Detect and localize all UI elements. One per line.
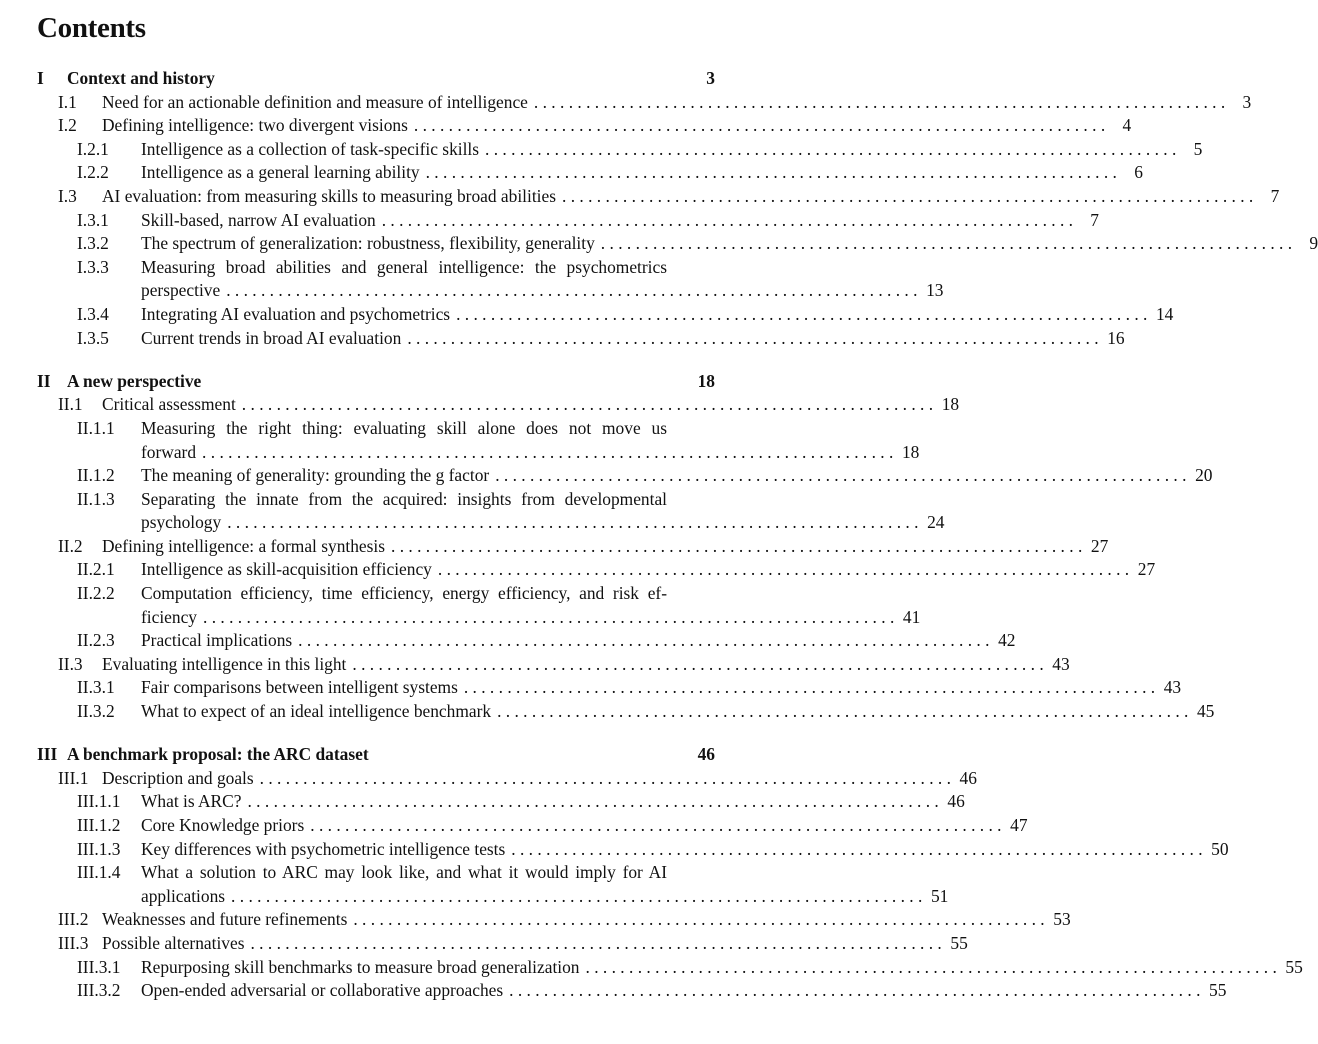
section-number: III.2 <box>58 909 89 930</box>
toc-section[interactable] <box>0 185 1280 209</box>
section-number: I.3.2 <box>77 233 109 254</box>
dot-leader: . . . . . . . . . . . . . . . . . . . . . . . . . . . . . . . . . . . . . . . . . . . . . . . . . . . . . . . . . . . . . . . . . . . . . . . . . . . . . . . . <box>562 185 1254 206</box>
toc-section[interactable] <box>0 653 1070 677</box>
page-number: 18 <box>697 370 715 391</box>
entry-title-line <box>141 558 1156 582</box>
entry-title-line <box>141 790 965 814</box>
part-number: III <box>37 744 58 765</box>
toc-section[interactable] <box>0 91 1252 115</box>
entry-body <box>141 676 1182 700</box>
entry-title-line: Measuring the right thing: evaluating skill alone does not move us <box>141 417 667 438</box>
entry-body <box>141 558 1156 582</box>
entry-title-line: What a solution to ARC may look like, and what it would imply for AI <box>141 862 667 883</box>
entry-body <box>141 256 944 303</box>
dot-leader: . . . . . . . . . . . . . . . . . . . . . . . . . . . . . . . . . . . . . . . . . . . . . . . . . . . . . . . . . . . . . . . . . . . . . . . . . . . . . . . . <box>250 932 942 953</box>
entry-title: Integrating AI evaluation and psychometrics <box>141 303 451 324</box>
page-number: 41 <box>902 606 921 627</box>
entry-body <box>141 303 1174 327</box>
section-number: II.1.2 <box>77 465 115 486</box>
toc-section[interactable] <box>0 535 1109 559</box>
toc-subsection[interactable] <box>0 417 920 464</box>
entry-body <box>102 908 1071 932</box>
section-number: III.1.1 <box>77 791 121 812</box>
toc-section[interactable] <box>0 932 968 956</box>
page-number: 43 <box>1052 653 1070 674</box>
entry-title: Open-ended adversarial or collaborative approaches <box>141 980 504 1001</box>
entry-body <box>141 838 1229 862</box>
entry-title-line <box>141 814 1028 838</box>
section-number: I.2 <box>58 115 77 136</box>
dot-leader: . . . . . . . . . . . . . . . . . . . . . . . . . . . . . . . . . . . . . . . . . . . . . . . . . . . . . . . . . . . . . . . . . . . . . . . . . . . . . . . . <box>509 980 1201 1001</box>
toc-subsection[interactable] <box>0 956 1303 980</box>
entry-body <box>102 185 1280 209</box>
toc-subsection[interactable] <box>0 209 1099 233</box>
entry-title: Intelligence as skill-acquisition efficiency <box>141 559 432 580</box>
part-title: A new perspective <box>67 370 202 391</box>
entry-body <box>141 582 921 629</box>
toc-subsection[interactable] <box>0 629 1016 653</box>
page-number: 24 <box>927 512 945 533</box>
entry-title: Repurposing skill benchmarks to measure broad generalization <box>141 956 580 977</box>
entry-title: Description and goals <box>102 767 254 788</box>
section-number: III.1.4 <box>77 862 121 883</box>
entry-body <box>141 700 1215 724</box>
section-number: III.1 <box>58 767 89 788</box>
entry-body <box>141 814 1028 838</box>
section-number: II.1 <box>58 394 83 415</box>
entry-title: What is ARC? <box>141 791 242 812</box>
entry-body <box>141 161 1143 185</box>
section-number: II.3.1 <box>77 677 115 698</box>
entry-title-line <box>102 185 1280 209</box>
entry-title-line <box>141 676 1182 700</box>
page-number: 14 <box>1155 303 1174 324</box>
toc-section[interactable] <box>0 767 977 791</box>
entry-title: Evaluating intelligence in this light <box>102 653 347 674</box>
entry-title: applications <box>141 885 226 906</box>
entry-title-line <box>102 908 1071 932</box>
section-number: III.3 <box>58 932 89 953</box>
section-number: II.2.1 <box>77 559 115 580</box>
toc-part-heading[interactable] <box>0 370 750 394</box>
dot-leader: . . . . . . . . . . . . . . . . . . . . . . . . . . . . . . . . . . . . . . . . . . . . . . . . . . . . . . . . . . . . . . . . . . . . . . . . . . . . . . . . <box>533 91 1226 112</box>
entry-body <box>102 535 1109 559</box>
page-number: 50 <box>1211 838 1229 859</box>
dot-leader: . . . . . . . . . . . . . . . . . . . . . . . . . . . . . . . . . . . . . . . . . . . . . . . . . . . . . . . . . . . . . . . . . . . . . . . . . . . . . . . . <box>585 956 1277 977</box>
section-number: II.3 <box>58 653 83 674</box>
entry-title-line: Measuring broad abilities and general intelligence: the psychometrics <box>141 256 667 277</box>
entry-title: The meaning of generality: grounding the g factor <box>141 465 490 486</box>
entry-title-line <box>102 91 1252 115</box>
toc-section[interactable] <box>0 114 1132 138</box>
entry-title: What to expect of an ideal intelligence benchmark <box>141 701 492 722</box>
dot-leader: . . . . . . . . . . . . . . . . . . . . . . . . . . . . . . . . . . . . . . . . . . . . . . . . . . . . . . . . . . . . . . . . . . . . . . . . . . . . . . . . <box>247 791 939 812</box>
section-number: II.1.3 <box>77 488 115 509</box>
entry-title: Skill-based, narrow AI evaluation <box>141 209 376 230</box>
entry-title-line <box>141 700 1215 724</box>
entry-body <box>141 464 1213 488</box>
entry-title: psychology <box>141 512 222 533</box>
dot-leader: . . . . . . . . . . . . . . . . . . . . . . . . . . . . . . . . . . . . . . . . . . . . . . . . . . . . . . . . . . . . . . . . . . . . . . . . . . . . . . . . <box>241 394 934 415</box>
section-number: III.3.1 <box>77 956 121 977</box>
section-number: I.2.1 <box>77 138 109 159</box>
entry-title: forward <box>141 441 197 462</box>
entry-title-line <box>141 979 1227 1003</box>
entry-title: perspective <box>141 280 221 301</box>
toc-subsection[interactable] <box>0 232 1318 256</box>
toc-subsection[interactable] <box>0 303 1174 327</box>
page-number: 55 <box>1285 956 1303 977</box>
dot-leader: . . . . . . . . . . . . . . . . . . . . . . . . . . . . . . . . . . . . . . . . . . . . . . . . . . . . . . . . . . . . . . . . . . . . . . . . . . . . . . . . <box>310 815 1002 835</box>
entry-title: Fair comparisons between intelligent systems <box>141 677 458 698</box>
dot-leader: . . . . . . . . . . . . . . . . . . . . . . . . . . . . . . . . . . . . . . . . . . . . . . . . . . . . . . . . . . . . . . . . . . . . . . . . . . . . . . . . <box>463 677 1156 698</box>
page-number: 47 <box>1010 815 1028 835</box>
dot-leader: . . . . . . . . . . . . . . . . . . . . . . . . . . . . . . . . . . . . . . . . . . . . . . . . . . . . . . . . . . . . . . . . . . . . . . . . . . . . . . . . <box>203 606 895 627</box>
dot-leader: . . . . . . . . . . . . . . . . . . . . . . . . . . . . . . . . . . . . . . . . . . . . . . . . . . . . . . . . . . . . . . . . . . . . . . . . . . . . . . . . <box>485 138 1177 159</box>
entry-title-line <box>141 303 1174 327</box>
entry-title-line <box>141 279 944 303</box>
entry-title-line <box>102 393 960 417</box>
page-number: 55 <box>950 932 968 953</box>
dot-leader: . . . . . . . . . . . . . . . . . . . . . . . . . . . . . . . . . . . . . . . . . . . . . . . . . . . . . . . . . . . . . . . . . . . . . . . . . . . . . . . . <box>495 465 1187 486</box>
entry-body <box>141 861 949 908</box>
entry-title: ficiency <box>141 606 198 627</box>
entry-body <box>141 209 1099 233</box>
toc-part-heading[interactable] <box>0 743 750 767</box>
dot-leader: . . . . . . . . . . . . . . . . . . . . . . . . . . . . . . . . . . . . . . . . . . . . . . . . . . . . . . . . . . . . . . . . . . . . . . . . . . . . . . . . <box>231 885 923 906</box>
section-number: I.3.3 <box>77 256 109 277</box>
toc-section[interactable] <box>0 393 960 417</box>
page-number: 9 <box>1309 233 1318 254</box>
entry-title: Critical assessment <box>102 394 236 415</box>
entry-title-line <box>141 838 1229 862</box>
page-number: 13 <box>926 280 944 301</box>
page-number: 43 <box>1163 677 1182 698</box>
part-title: A benchmark proposal: the ARC dataset <box>67 744 369 765</box>
section-number: II.2.3 <box>77 630 115 651</box>
entry-title: Weaknesses and future refinements <box>102 909 348 930</box>
page-number: 18 <box>901 441 920 462</box>
entry-title-line <box>102 653 1070 677</box>
section-number: II.2.2 <box>77 583 115 604</box>
dot-leader: . . . . . . . . . . . . . . . . . . . . . . . . . . . . . . . . . . . . . . . . . . . . . . . . . . . . . . . . . . . . . . . . . . . . . . . . . . . . . . . . <box>227 512 919 533</box>
page-number: 45 <box>1196 701 1215 722</box>
entry-body <box>102 767 977 791</box>
page-number: 3 <box>1242 91 1252 112</box>
entry-title-line <box>141 629 1016 653</box>
entry-title-line <box>102 767 977 791</box>
part-number: II <box>37 370 51 391</box>
entry-title-line <box>141 441 920 465</box>
entry-body <box>141 138 1203 162</box>
entry-title-line <box>102 932 968 956</box>
dot-leader: . . . . . . . . . . . . . . . . . . . . . . . . . . . . . . . . . . . . . . . . . . . . . . . . . . . . . . . . . . . . . . . . . . . . . . . . . . . . . . . . <box>511 838 1203 859</box>
page-number: 5 <box>1193 138 1203 159</box>
toc-subsection[interactable] <box>0 790 965 814</box>
section-number: I.3.1 <box>77 209 109 230</box>
entry-title: Intelligence as a general learning ability <box>141 162 420 183</box>
entry-title-line <box>141 956 1303 980</box>
page-number: 51 <box>930 885 949 906</box>
entry-body <box>141 979 1227 1003</box>
entry-title-line <box>141 464 1213 488</box>
dot-leader: . . . . . . . . . . . . . . . . . . . . . . . . . . . . . . . . . . . . . . . . . . . . . . . . . . . . . . . . . . . . . . . . . . . . . . . . . . . . . . . . <box>456 303 1148 324</box>
entry-body <box>102 932 968 956</box>
entry-title: Current trends in broad AI evaluation <box>141 327 402 348</box>
part-title: Context and history <box>67 68 215 88</box>
toc-section[interactable] <box>0 908 1071 932</box>
entry-title: Core Knowledge priors <box>141 815 305 835</box>
entry-body <box>102 393 960 417</box>
entry-title-line <box>102 535 1109 559</box>
entry-title: Need for an actionable definition and measure of intelligence <box>102 91 528 112</box>
section-number: I.2.2 <box>77 162 109 183</box>
page-number: 27 <box>1090 535 1109 556</box>
dot-leader: . . . . . . . . . . . . . . . . . . . . . . . . . . . . . . . . . . . . . . . . . . . . . . . . . . . . . . . . . . . . . . . . . . . . . . . . . . . . . . . . <box>425 162 1117 183</box>
entry-body <box>141 327 1125 351</box>
toc-subsection[interactable] <box>0 558 1156 582</box>
section-number: II.1.1 <box>77 417 115 438</box>
dot-leader: . . . . . . . . . . . . . . . . . . . . . . . . . . . . . . . . . . . . . . . . . . . . . . . . . . . . . . . . . . . . . . . . . . . . . . . . . . . . . . . . <box>381 209 1073 230</box>
entry-body <box>102 653 1070 677</box>
entry-title-line <box>141 138 1203 162</box>
page-number: 55 <box>1209 980 1227 1001</box>
entry-title: Intelligence as a collection of task-specific skills <box>141 138 480 159</box>
section-number: III.3.2 <box>77 980 121 1001</box>
entry-title-line <box>141 327 1125 351</box>
entry-body <box>141 956 1303 980</box>
toc-subsection[interactable] <box>0 138 1203 162</box>
toc-subsection[interactable] <box>0 327 1125 351</box>
page-number: 46 <box>697 744 715 765</box>
toc-subsection[interactable] <box>0 814 1028 838</box>
dot-leader: . . . . . . . . . . . . . . . . . . . . . . . . . . . . . . . . . . . . . . . . . . . . . . . . . . . . . . . . . . . . . . . . . . . . . . . . . . . . . . . . <box>391 535 1083 556</box>
dot-leader: . . . . . . . . . . . . . . . . . . . . . . . . . . . . . . . . . . . . . . . . . . . . . . . . . . . . . . . . . . . . . . . . . . . . . . . . . . . . . . . . <box>202 441 894 462</box>
dot-leader: . . . . . . . . . . . . . . . . . . . . . . . . . . . . . . . . . . . . . . . . . . . . . . . . . . . . . . . . . . . . . . . . . . . . . . . . . . . . . . . . <box>600 233 1293 254</box>
toc-part-heading[interactable] <box>0 67 750 91</box>
entry-title: Defining intelligence: two divergent visions <box>102 115 408 136</box>
toc-subsection[interactable] <box>0 861 949 908</box>
entry-title: Key differences with psychometric intelligence tests <box>141 838 506 859</box>
entry-title: Defining intelligence: a formal synthesis <box>102 535 386 556</box>
entry-title: Possible alternatives <box>102 932 245 953</box>
toc-subsection[interactable] <box>0 582 921 629</box>
section-number: I.3 <box>58 185 77 206</box>
page-title: Contents <box>37 12 146 44</box>
dot-leader: . . . . . . . . . . . . . . . . . . . . . . . . . . . . . . . . . . . . . . . . . . . . . . . . . . . . . . . . . . . . . . . . . . . . . . . . . . . . . . . . <box>407 327 1099 348</box>
entry-title: AI evaluation: from measuring skills to measuring broad abilities <box>102 185 556 206</box>
toc-subsection[interactable] <box>0 464 1213 488</box>
page-number: 46 <box>947 791 965 812</box>
page-number: 18 <box>941 394 960 415</box>
entry-body <box>141 417 920 464</box>
dot-leader: . . . . . . . . . . . . . . . . . . . . . . . . . . . . . . . . . . . . . . . . . . . . . . . . . . . . . . . . . . . . . . . . . . . . . . . . . . . . . . . . <box>353 909 1045 930</box>
entry-body <box>141 629 1016 653</box>
dot-leader: . . . . . . . . . . . . . . . . . . . . . . . . . . . . . . . . . . . . . . . . . . . . . . . . . . . . . . . . . . . . . . . . . . . . . . . . . . . . . . . . <box>259 767 951 788</box>
entry-title: Practical implications <box>141 630 293 651</box>
toc-subsection[interactable] <box>0 979 1227 1003</box>
section-number: III.1.2 <box>77 815 121 835</box>
toc-subsection[interactable] <box>0 700 1215 724</box>
entry-body <box>102 91 1252 115</box>
entry-body <box>141 488 945 535</box>
page-number: 7 <box>1270 185 1280 206</box>
entry-title-line: Separating the innate from the acquired: insights from developmental <box>141 488 667 509</box>
entry-title-line <box>141 232 1318 256</box>
entry-title-line <box>141 511 945 535</box>
toc-subsection[interactable] <box>0 676 1182 700</box>
dot-leader: . . . . . . . . . . . . . . . . . . . . . . . . . . . . . . . . . . . . . . . . . . . . . . . . . . . . . . . . . . . . . . . . . . . . . . . . . . . . . . . . <box>298 630 990 651</box>
page-number: 4 <box>1122 115 1132 136</box>
page-number: 6 <box>1134 162 1143 183</box>
entry-title: The spectrum of generalization: robustness, flexibility, generality <box>141 233 595 254</box>
toc-subsection[interactable] <box>0 161 1143 185</box>
entry-title-line <box>141 209 1099 233</box>
dot-leader: . . . . . . . . . . . . . . . . . . . . . . . . . . . . . . . . . . . . . . . . . . . . . . . . . . . . . . . . . . . . . . . . . . . . . . . . . . . . . . . . <box>437 559 1130 580</box>
page-number: 16 <box>1107 327 1125 348</box>
entry-body <box>141 232 1318 256</box>
entry-title-line <box>141 606 921 630</box>
entry-title-line: Computation efficiency, time efficiency, energy efficiency, and risk ef- <box>141 583 667 604</box>
entry-title-line <box>102 114 1132 138</box>
entry-title-line <box>141 161 1143 185</box>
section-number: III.1.3 <box>77 838 121 859</box>
section-number: I.3.4 <box>77 303 109 324</box>
part-number: I <box>37 68 44 88</box>
section-number: I.3.5 <box>77 327 109 348</box>
page-number: 20 <box>1195 465 1213 486</box>
entry-title-line <box>141 885 949 909</box>
toc-subsection[interactable] <box>0 488 945 535</box>
entry-body <box>141 790 965 814</box>
section-number: II.3.2 <box>77 701 115 722</box>
page-number: 3 <box>706 68 715 88</box>
section-number: II.2 <box>58 535 83 556</box>
toc-subsection[interactable] <box>0 838 1229 862</box>
table-of-contents <box>0 67 1318 1003</box>
dot-leader: . . . . . . . . . . . . . . . . . . . . . . . . . . . . . . . . . . . . . . . . . . . . . . . . . . . . . . . . . . . . . . . . . . . . . . . . . . . . . . . . <box>413 115 1106 136</box>
dot-leader: . . . . . . . . . . . . . . . . . . . . . . . . . . . . . . . . . . . . . . . . . . . . . . . . . . . . . . . . . . . . . . . . . . . . . . . . . . . . . . . . <box>226 280 918 301</box>
page-number: 7 <box>1090 209 1099 230</box>
page-number: 42 <box>998 630 1016 651</box>
page-number: 53 <box>1053 909 1071 930</box>
toc-subsection[interactable] <box>0 256 944 303</box>
dot-leader: . . . . . . . . . . . . . . . . . . . . . . . . . . . . . . . . . . . . . . . . . . . . . . . . . . . . . . . . . . . . . . . . . . . . . . . . . . . . . . . . <box>497 701 1189 722</box>
section-number: I.1 <box>58 91 77 112</box>
page-number: 46 <box>959 767 977 788</box>
dot-leader: . . . . . . . . . . . . . . . . . . . . . . . . . . . . . . . . . . . . . . . . . . . . . . . . . . . . . . . . . . . . . . . . . . . . . . . . . . . . . . . . <box>352 653 1044 674</box>
entry-body <box>102 114 1132 138</box>
page-number: 27 <box>1137 559 1156 580</box>
